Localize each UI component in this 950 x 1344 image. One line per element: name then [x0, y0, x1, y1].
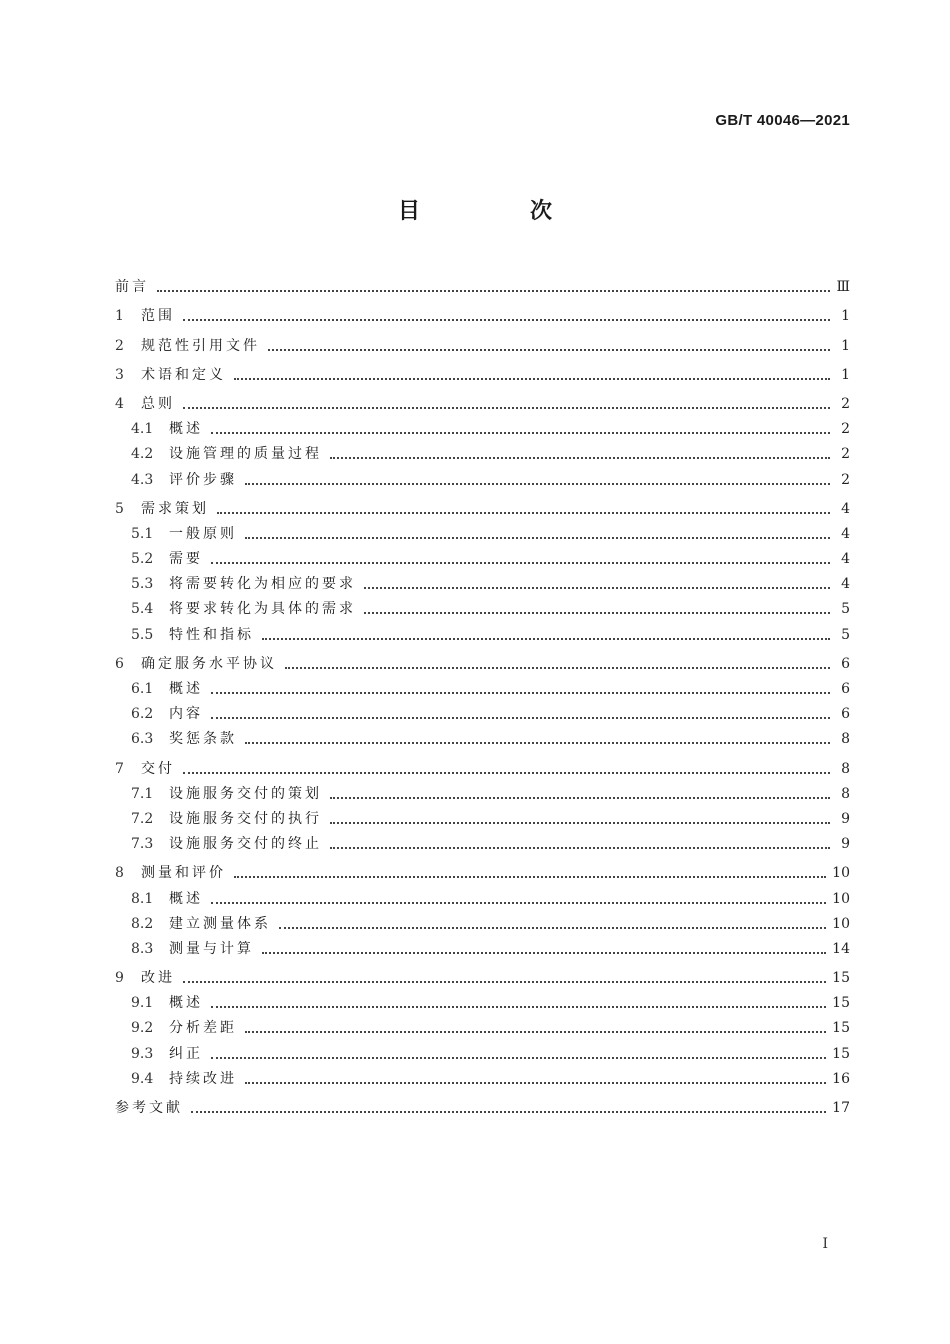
toc-entry[interactable]: [115, 439, 850, 464]
toc-entry-page: 6: [841, 681, 850, 697]
toc-entry[interactable]: [115, 569, 850, 594]
toc-entry-page: 2: [841, 421, 850, 438]
toc-entry-page: 9: [841, 836, 850, 853]
toc-entry-number: 8: [115, 865, 124, 882]
toc-entry[interactable]: [115, 519, 850, 544]
toc-dot-leader: [183, 406, 830, 409]
toc-dot-leader: [330, 821, 830, 824]
toc-entry-number: 1: [115, 308, 124, 325]
toc-entry-number: 7.2: [131, 810, 154, 827]
toc-entry-page: 9: [841, 810, 850, 827]
toc-entry-page: 15: [832, 970, 850, 987]
toc-dot-leader: [191, 1110, 826, 1113]
toc-entry-number: 5.5: [131, 626, 154, 643]
toc-entry-label: 概述: [169, 681, 203, 697]
toc-entry-number: 5.2: [131, 551, 154, 568]
toc-entry[interactable]: [115, 779, 850, 804]
toc-entry-page: 6: [841, 655, 850, 672]
toc-dot-leader: [245, 1030, 826, 1033]
toc-entry[interactable]: [115, 699, 850, 724]
toc-entry-number: 4.1: [131, 421, 154, 438]
toc-entry-page: 17: [832, 1100, 850, 1116]
toc-entry-label: 持续改进: [169, 1070, 237, 1087]
toc-entry-label: 设施服务交付的终止: [169, 836, 322, 853]
toc-entry-page: 10: [832, 890, 850, 907]
standard-code: GB/T 40046—2021: [715, 112, 850, 129]
toc-entry-number: 5: [115, 500, 124, 517]
toc-dot-leader: [234, 875, 826, 878]
toc-entry[interactable]: [115, 988, 850, 1013]
toc-entry-label: 特性和指标: [169, 626, 254, 643]
toc-entry-label: 分析差距: [169, 1020, 237, 1037]
toc-dot-leader: [262, 637, 830, 640]
toc-entry-number: 9.2: [131, 1020, 154, 1037]
toc-entry-number: 9.1: [131, 995, 154, 1012]
toc-entry-number: 8.2: [131, 915, 154, 932]
toc-entry-number: 5.3: [131, 576, 154, 593]
toc-entry[interactable]: [115, 804, 850, 829]
toc-entry-label: 概述: [169, 890, 203, 907]
toc-dot-leader: [279, 926, 826, 929]
toc-entry-page: 4: [841, 500, 850, 517]
toc-entry-label: 奖惩条款: [169, 731, 237, 748]
toc-entry-label: 纠正: [169, 1045, 203, 1062]
toc-entry-label: 将要求转化为具体的需求: [169, 601, 356, 618]
toc-entry[interactable]: [115, 1038, 850, 1063]
toc-dot-leader: [157, 289, 830, 292]
toc-dot-leader: [330, 456, 830, 459]
toc-entry-page: 15: [832, 995, 850, 1012]
toc-entry-label: 内容: [169, 706, 203, 723]
toc-entry-page: 14: [832, 940, 850, 957]
toc-dot-leader: [234, 377, 830, 380]
toc-entry-label: 改进: [141, 970, 175, 987]
toc-entry[interactable]: [115, 909, 850, 934]
toc-entry[interactable]: [115, 1064, 850, 1089]
toc-dot-leader: [364, 611, 830, 614]
toc-entry-number: 9.3: [131, 1045, 154, 1062]
toc-entry-label: 设施服务交付的策划: [169, 785, 322, 802]
toc-dot-leader: [245, 1081, 826, 1084]
toc-entry-page: 6: [841, 706, 850, 723]
toc-entry[interactable]: [115, 619, 850, 644]
toc-dot-leader: [211, 1056, 826, 1059]
toc-dot-leader: [217, 511, 830, 514]
toc-entry-label: 一般原则: [169, 525, 237, 542]
toc-dot-leader: [211, 901, 826, 904]
toc-entry-number: 8.3: [131, 940, 154, 957]
toc-entry[interactable]: [115, 494, 850, 519]
toc-entry-label: 概述: [169, 995, 203, 1012]
toc-entry[interactable]: [115, 360, 850, 385]
toc-entry-label: 交付: [141, 760, 175, 777]
toc-entry-page: 4: [841, 576, 850, 593]
toc-entry-label: 需求策划: [141, 500, 209, 517]
toc-entry[interactable]: [115, 1093, 850, 1118]
toc-entry-label: 测量和评价: [141, 865, 226, 882]
toc-entry-label: 设施服务交付的执行: [169, 810, 322, 827]
toc-entry-page: 2: [841, 471, 850, 488]
toc-entry-label: 设施管理的质量过程: [169, 446, 322, 463]
toc-entry[interactable]: [115, 963, 850, 988]
toc-entry-label: 评价步骤: [169, 471, 237, 488]
toc-dot-leader: [330, 846, 830, 849]
toc-dot-leader: [285, 666, 830, 669]
toc-entry-page: 1: [841, 337, 850, 354]
toc-dot-leader: [262, 951, 826, 954]
toc-entry[interactable]: [115, 858, 850, 883]
toc-entry-page: 15: [832, 1020, 850, 1037]
toc-entry-number: 6.3: [131, 731, 154, 748]
toc-entry-label: 范围: [141, 308, 175, 325]
toc-entry-page: 1: [841, 308, 850, 325]
toc-entry-label: 前言: [115, 279, 149, 296]
toc-entry[interactable]: [115, 301, 850, 326]
toc-entry-label: 需要: [169, 551, 203, 568]
toc-entry-page: 2: [841, 395, 850, 412]
toc-entry[interactable]: [115, 464, 850, 489]
toc-entry-number: 9.4: [131, 1070, 154, 1087]
toc-entry[interactable]: [115, 883, 850, 908]
toc-entry-page: 10: [832, 865, 850, 882]
toc-dot-leader: [183, 318, 830, 321]
table-of-contents: [115, 272, 850, 1118]
toc-entry[interactable]: [115, 674, 850, 699]
toc-dot-leader: [211, 1005, 826, 1008]
toc-dot-leader: [245, 741, 830, 744]
toc-entry-page: 5: [841, 601, 850, 618]
toc-entry-label: 概述: [169, 421, 203, 438]
toc-entry-number: 6.2: [131, 706, 154, 723]
toc-entry-number: 5.4: [131, 601, 154, 618]
toc-dot-leader: [268, 348, 830, 351]
toc-entry-page: Ⅲ: [836, 279, 850, 296]
toc-entry-page: 4: [841, 551, 850, 568]
toc-entry-label: 总则: [141, 395, 175, 412]
toc-entry-number: 3: [115, 366, 124, 383]
toc-entry-number: 4.3: [131, 471, 154, 488]
toc-entry-page: 8: [841, 785, 850, 802]
toc-entry[interactable]: [115, 414, 850, 439]
toc-entry[interactable]: [115, 724, 850, 749]
toc-entry-page: 4: [841, 525, 850, 542]
toc-entry-page: 2: [841, 446, 850, 463]
toc-entry-number: 4.2: [131, 446, 154, 463]
toc-dot-leader: [183, 771, 830, 774]
toc-dot-leader: [364, 586, 830, 589]
toc-entry-label: 确定服务水平协议: [141, 655, 277, 672]
toc-dot-leader: [245, 536, 830, 539]
toc-entry-page: 1: [841, 366, 850, 383]
toc-dot-leader: [211, 691, 830, 694]
toc-entry-number: 9: [115, 970, 124, 987]
toc-entry-number: 6: [115, 655, 124, 672]
toc-dot-leader: [245, 482, 830, 485]
toc-entry-number: 4: [115, 395, 124, 412]
toc-entry-label: 建立测量体系: [169, 915, 271, 932]
toc-entry-page: 16: [832, 1070, 850, 1087]
toc-entry-number: 6.1: [131, 681, 154, 697]
toc-entry-label: 将需要转化为相应的要求: [169, 576, 356, 593]
toc-entry-label: 术语和定义: [141, 366, 226, 383]
toc-entry-page: 15: [832, 1045, 850, 1062]
toc-dot-leader: [211, 431, 830, 434]
toc-entry[interactable]: [115, 544, 850, 569]
toc-entry-label: 参考文献: [115, 1100, 183, 1116]
toc-entry[interactable]: [115, 1013, 850, 1038]
toc-entry-label: 规范性引用文件: [141, 337, 260, 354]
toc-entry[interactable]: [115, 934, 850, 959]
footer-page-number: I: [822, 1236, 828, 1252]
toc-entry[interactable]: [115, 330, 850, 355]
toc-entry-page: 10: [832, 915, 850, 932]
toc-entry-number: 5.1: [131, 525, 154, 542]
toc-entry[interactable]: [115, 753, 850, 778]
toc-entry-page: 8: [841, 760, 850, 777]
toc-entry-number: 7: [115, 760, 124, 777]
toc-dot-leader: [211, 561, 830, 564]
toc-entry-number: 7.3: [131, 836, 154, 853]
toc-entry[interactable]: [115, 272, 850, 297]
toc-dot-leader: [330, 796, 830, 799]
toc-entry-number: 8.1: [131, 890, 154, 907]
toc-entry[interactable]: [115, 829, 850, 854]
toc-entry[interactable]: [115, 389, 850, 414]
toc-dot-leader: [183, 980, 826, 983]
page-title: 目 次: [397, 199, 596, 224]
toc-entry[interactable]: [115, 594, 850, 619]
toc-entry[interactable]: [115, 649, 850, 674]
toc-dot-leader: [211, 716, 830, 719]
toc-entry-label: 测量与计算: [169, 940, 254, 957]
toc-entry-number: 7.1: [131, 785, 154, 802]
toc-entry-page: 8: [841, 731, 850, 748]
toc-entry-page: 5: [841, 626, 850, 643]
toc-entry-number: 2: [115, 337, 124, 354]
